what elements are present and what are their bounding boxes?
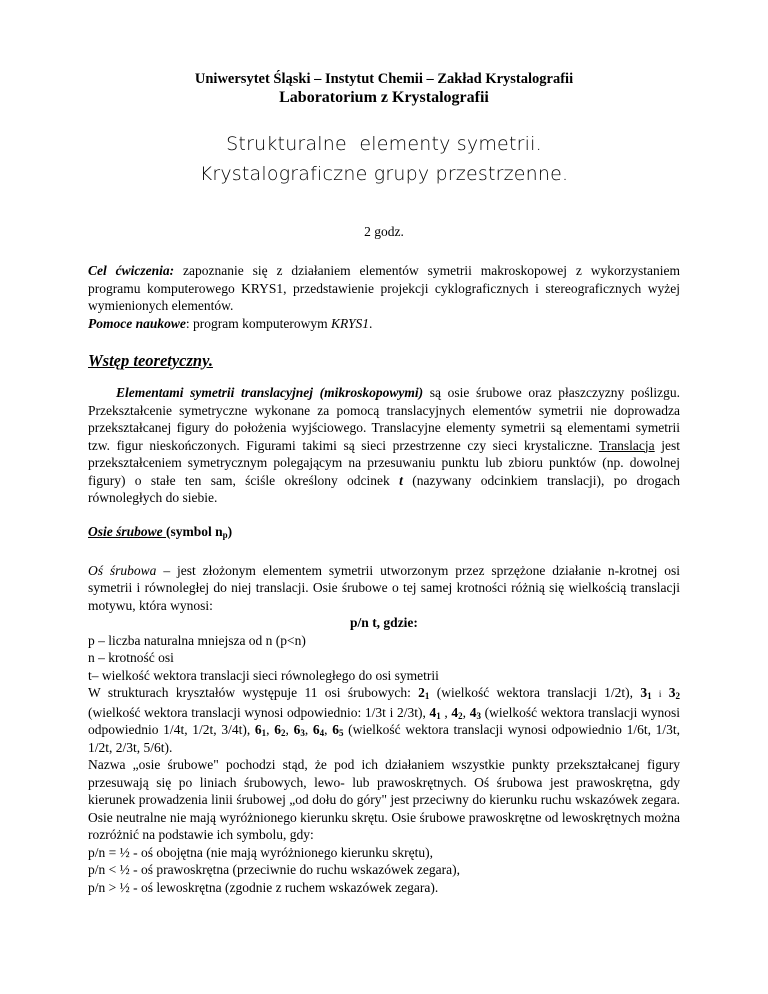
list-intro: W strukturach kryształów występuje 11 osi śrubowych: (88, 685, 419, 701)
aim-label: Cel ćwiczenia: (88, 263, 175, 278)
rule-neutral: p/n = ½ - oś obojętna (nie mają wyróżnionego kierunku skrętu), (88, 844, 434, 860)
screw-symbol-sub: p (222, 529, 228, 540)
symbol-6-1: $6_1$ (254, 722, 267, 739)
document-page (88, 62, 680, 897)
list-text-d: (wielkość wektora translacji wynosi odpowiednio 1/6t, 1/3t, 1/2t, 2/3t, 5/6t). (88, 722, 681, 755)
and-small: i (658, 689, 662, 700)
list-text-c: (wielkość wektora translacji wynosi odpowiednio 1/4t, 1/2t, 3/4t), (88, 704, 680, 738)
screw-axes-term: Osie śrubowe (88, 523, 167, 539)
aids-text-2: . (369, 315, 373, 331)
symbol-4-3: $4_3$ (469, 704, 481, 721)
symbol-6-3: $6_3$ (293, 722, 305, 739)
symbol-3-2: $3_2$ (668, 685, 680, 702)
screw-axes-list: W strukturach kryształów występuje 11 osi śrubowych: $2_1$ (wielkość wektora translacji 1/2t), $3_1$ i $3_2$ (wielkość wektora translacji wynosi odpowiednio: 1/3t i 2/3t), $4_1$ , $4_2$, $4_3$ (wielkość wektora translacji wynosi odpowiednio 1/4t, 1/2t, 3/4t), $6_1$, $6_2$, $6_3$, $6_4$, $6_5$ (wielkość wektora translacji wynosi odpowiednio 1/6t, 1/3t, 1/2t, 2/3t, 5/6t). (88, 685, 681, 755)
symbol-2-1: $2_1$ (418, 685, 430, 702)
n-definition: n – krotność osi (88, 650, 174, 666)
list-text-b: (wielkość wektora translacji wynosi odpowiednio: 1/3t i 2/3t), (88, 704, 430, 720)
symbol-6-5: $6_5$ (332, 722, 344, 739)
aim-text: zapoznanie się z działaniem elementów symetrii makroskopowej z wykorzystaniem programu komputerowego KRYS1, przedstawienie projekcji cyklograficznych i stereograficznych wyżej wymienionych elementów. (88, 263, 680, 313)
laboratory-header: Laboratorium z Krystalografii (279, 89, 489, 106)
translation-word: Translacja (598, 437, 655, 453)
symbol-4-2: $4_2$ (451, 704, 463, 721)
intro-text-1: są osie śrubowe oraz płaszczyzny poślizgu. Przekształcenie symetryczne wykonane za pomocą translacyjnych elementów symetrii nie doprowadza przekształcanej figury do położenia wyjściowego. Translacyjne elementy symetrii są elementami symetrii tzw. figur nieskończonych. Figurami takimi są sieci przestrzenne czy sieci krystaliczne. (88, 385, 680, 453)
intro-text-3: (nazywany odcinkiem translacji), po drogach równoległych do siebie. (88, 472, 680, 505)
duration: 2 godz. (364, 224, 404, 239)
symbol-3-1: $3_1$ (640, 685, 652, 702)
symbol-6-2: $6_2$ (274, 722, 286, 739)
aids-program: KRYS1 (330, 315, 369, 331)
translation-formula: p/n t, gdzie: (350, 615, 418, 630)
name-paragraph: Nazwa „osie śrubowe" pochodzi stąd, że pod ich działaniem wszystkie punkty przekształcanej figury przesuwają się po liniach śrubowych, lewo- lub prawoskrętnych. Oś śrubowa jest prawoskrętna, gdy kierunek prowadzenia linii śrubowej „od dołu do góry" jest przeciwny do kierunku ruchu wskazówek zegara. Osie neutralne nie mają wyróżnionego kierunku skrętu. Osie śrubowe prawoskrętne od lewoskrętnych można rozróżnić na podstawie ich symbolu, gdy: (88, 757, 680, 843)
screw-definition (88, 562, 680, 615)
aim-paragraph (88, 262, 680, 315)
intro-term: Elementami symetrii translacyjnej (mikroskopowymi) (116, 385, 424, 400)
p-definition: p – liczba naturalna mniejsza od n (p<n) (88, 632, 306, 648)
aids-paragraph (88, 315, 680, 333)
title-line-1: Strukturalne elementy symetrii. (226, 133, 542, 155)
screw-term: Oś śrubowa (88, 562, 157, 578)
screw-symbol-close: ) (227, 523, 233, 539)
document-title (88, 129, 680, 189)
screw-symbol-text: (symbol n (166, 523, 223, 539)
t-definition: t– wielkość wektora translacji sieci równoległego do osi symetrii (88, 667, 439, 683)
symbol-6-4: $6_4$ (312, 722, 325, 739)
institution-header: Uniwersytet Śląski – Instytut Chemii – Zakład Krystalografii (194, 71, 574, 87)
rule-right-handed: p/n < ½ - oś prawoskrętna (przeciwnie do ruchu wskazówek zegara), (88, 862, 460, 878)
title-line-2: Krystalograficzne grupy przestrzenne. (199, 163, 569, 185)
screw-axes-heading (88, 523, 680, 540)
list-text-a: (wielkość wektora translacji 1/2t), (429, 685, 641, 701)
symbol-4-1: $4_1$ (429, 704, 441, 721)
aids-text-1: : program komputerowym (185, 315, 331, 331)
aids-label: Pomoce naukowe (88, 315, 186, 331)
rule-left-handed: p/n > ½ - oś lewoskrętna (zgodnie z ruchem wskazówek zegara). (88, 879, 439, 895)
intro-text-2: jest przekształceniem symetrycznym polegającym na przesuwaniu punktu lub zbioru punktów (np. dowolnej figury) o stałe ten sam, ściśle określony odcinek (88, 437, 680, 488)
section-title: Wstęp teoretyczny. (88, 351, 213, 370)
intro-paragraph (88, 384, 680, 507)
screw-def-text: – jest złożonym elementem symetrii utworzonym przez sprzężone działanie n-krotnej osi symetrii i równoległej do niej translacji. Osie śrubowe o tej samej krotności różnią się wielkością translacji motywu, która wynosi: (88, 562, 681, 613)
t-symbol: t (399, 472, 403, 488)
